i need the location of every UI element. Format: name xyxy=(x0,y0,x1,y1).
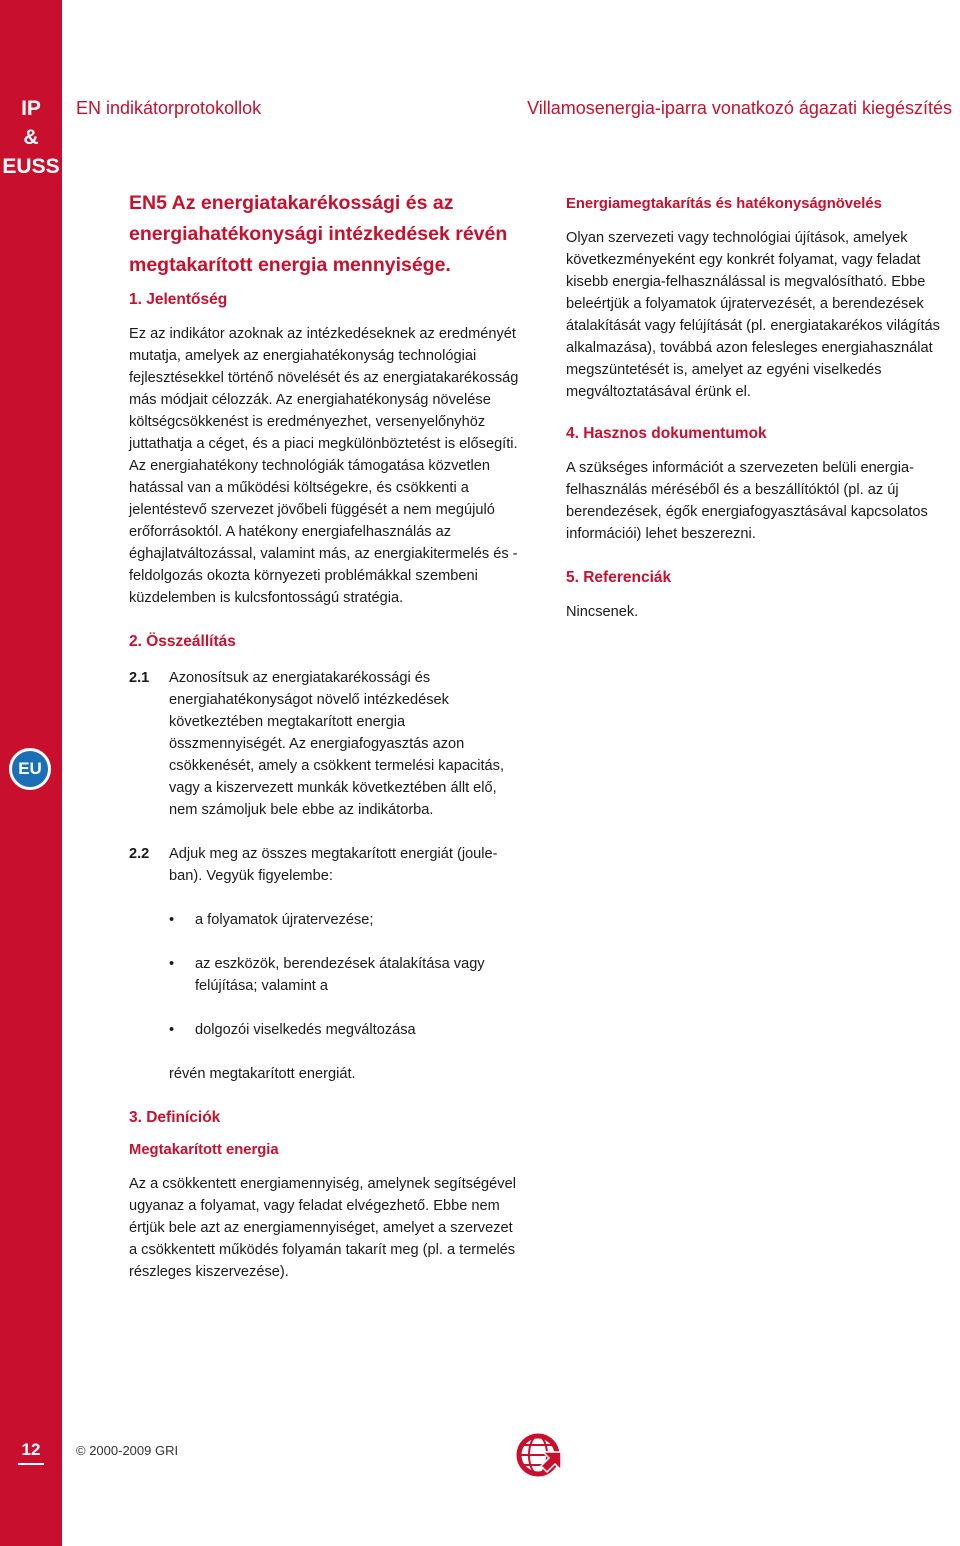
definition-2-heading: Energiamegtakarítás és hatékonyságnövelés xyxy=(566,196,882,212)
sidebar xyxy=(0,0,62,1546)
item-2-2 xyxy=(129,843,524,887)
right-column xyxy=(566,193,946,623)
after-bullets-text: révén megtakarított energiát. xyxy=(169,1066,356,1082)
section-1-body: Ez az indikátor azoknak az intézkedéseknek az eredményét mutatja, amelyek az energiahatékonyság technológiai fejlesztésekkel történő növelését és az energiatakarékosság más módjait célozzák. Az energiahatékonyság növelése költségcsökkenést is eredményezhet, versenyelőnyhöz juttathatja a céget, és a piaci megkülönböztetést is elősegíti. Az energiahatékony technológiák támogatása közvetlen hatással van a működési költségekre, és csökkenti a jelentéstevő szervezet jövőbeli függését a nem megújuló erőforrásoktól. A hatékony energiafelhasználás az éghajlatváltozással, valamint más, az energiakitermelés és -feldolgozás okozta környezeti problémákkal szembeni küzdelemben is kulcsfontosságú stratégia. xyxy=(129,326,519,606)
definition-body: Az a csökkentett energiamennyiség, amelynek segítségével ugyanaz a folyamat, vagy feladat elvégezhető. Ebbe nem értjük bele azt az energiamennyiséget, amelyet a szervezet a csökkentett működés folyamán takarít meg (pl. a termelés részleges kiszervezése). xyxy=(129,1176,516,1280)
item-2-1-number: 2.1 xyxy=(129,670,150,686)
header-right-title: Villamosenergia-iparra vonatkozó ágazati kiegészítés xyxy=(527,98,952,118)
item-2-2-text: Adjuk meg az összes megtakarított energiát (joule-ban). Vegyük figyelembe: xyxy=(169,846,498,884)
bullet-item: • a folyamatok újratervezése; xyxy=(129,909,524,931)
section-1-heading: 1. Jelentőség xyxy=(129,291,228,308)
definition-heading: Megtakarított energia xyxy=(129,1142,279,1158)
sidebar-label-line-2: & xyxy=(23,126,39,149)
sidebar-label-line-1: IP xyxy=(21,97,41,120)
section-4-heading: 4. Hasznos dokumentumok xyxy=(566,425,767,442)
sidebar-label-line-3: EUSS xyxy=(2,155,60,178)
bullet-item: • dolgozói viselkedés megváltozása xyxy=(129,1019,524,1041)
section-4-body: A szükséges információt a szervezeten belüli energia-felhasználás méréséből és a beszállítóktól (pl. az új berendezések, égők energiafogyasztásával kapcsolatos információi) lehet beszerezni. xyxy=(566,460,928,542)
sidebar-label xyxy=(0,94,62,181)
item-2-1 xyxy=(129,667,524,821)
item-2-2-number: 2.2 xyxy=(129,846,150,862)
page-number: 12 xyxy=(0,1440,62,1465)
page-title: EN5 Az energiatakarékossági és az energiahatékonysági intézkedések révén megtakarított energia mennyisége. xyxy=(129,192,508,276)
gri-globe-logo-icon xyxy=(513,1430,563,1480)
bullet-item: • az eszközök, berendezések átalakítása vagy felújítása; valamint a xyxy=(129,953,524,997)
footer-copyright: © 2000-2009 GRI xyxy=(76,1443,179,1458)
section-2-heading: 2. Összeállítás xyxy=(129,633,236,650)
section-5-body: Nincsenek. xyxy=(566,604,639,620)
header-left-title: EN indikátorprotokollok xyxy=(76,98,262,118)
item-2-1-text: Azonosítsuk az energiatakarékossági és energiahatékonyságot növelő intézkedések következtében megtakarított energia összmennyiségét. Az energiafogyasztás azon csökkenését, amely a csökkent termelési kapacitás, vagy a kiszervezett munkák következtében állt elő, nem számoljuk bele ebbe az indikátorba. xyxy=(169,670,504,818)
left-column xyxy=(129,188,524,1283)
section-5-heading: 5. Referenciák xyxy=(566,569,672,586)
eu-badge-icon: EU xyxy=(9,748,51,790)
definition-2-body: Olyan szervezeti vagy technológiai újítások, amelyek következményeként egy konkrét folyamat, vagy feladat kisebb energia-felhasználással is megvalósítható. Ebbe beleértjük a folyamatok újratervezését, a berendezések átalakítását vagy felújítását (pl. energiatakarékos világítás alkalmazása), továbbá azon felesleges energiahasználat megszüntetését is, amelyet az egyéni viselkedés megváltoztatásával érünk el. xyxy=(566,230,940,400)
section-3-heading: 3. Definíciók xyxy=(129,1109,221,1126)
